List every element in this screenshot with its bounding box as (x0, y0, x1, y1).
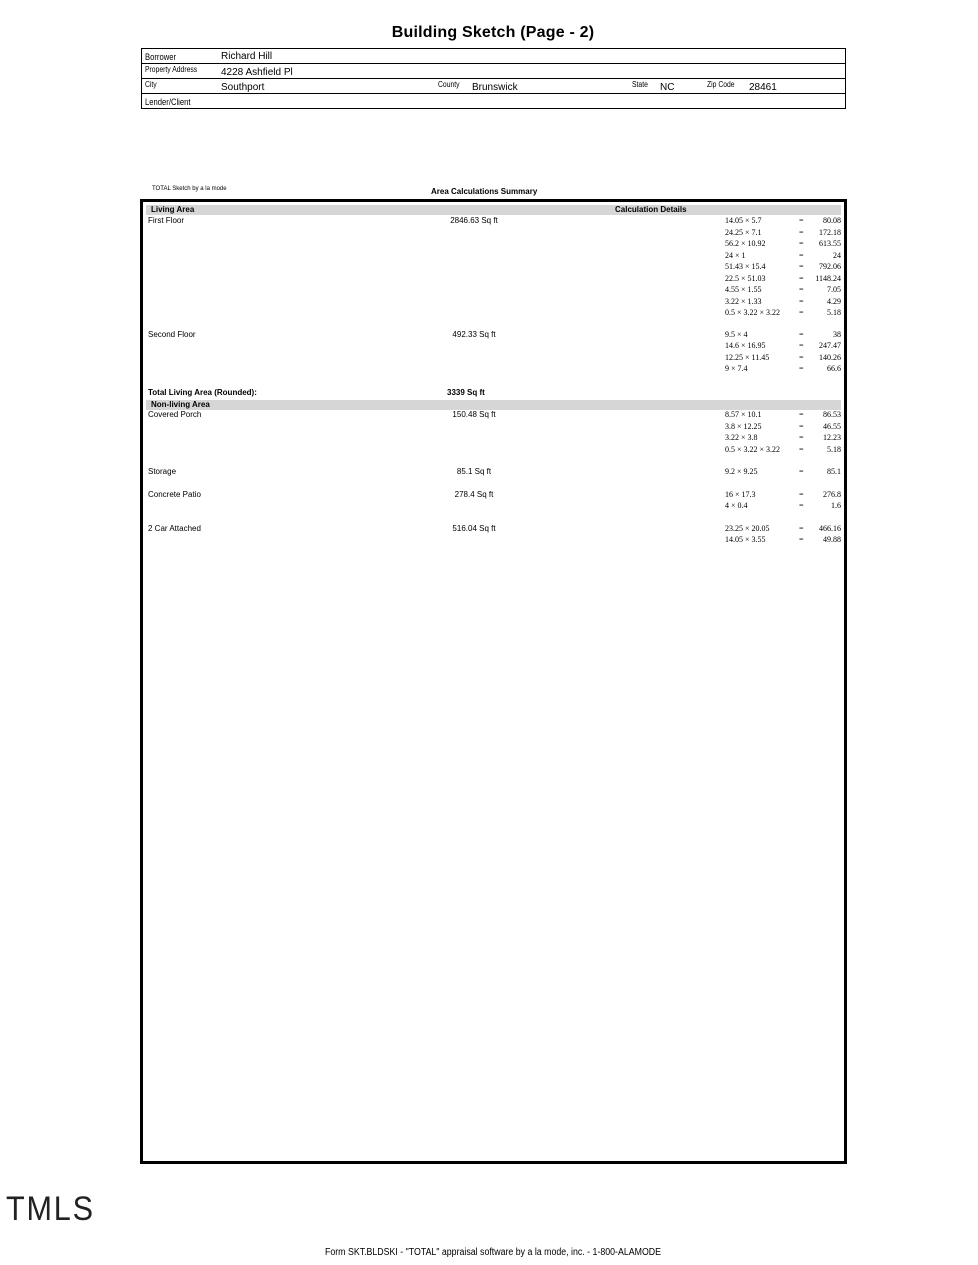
calc-equals: = (799, 285, 804, 294)
calc-result: 85.1 (827, 467, 841, 476)
area-value: 516.04 Sq ft (452, 523, 496, 533)
calc-formula: 14.05 × 5.7 (725, 216, 762, 225)
calc-formula: 9.5 × 4 (725, 329, 748, 339)
calc-formula: 9.2 × 9.25 (725, 467, 758, 476)
calc-equals: = (799, 308, 804, 317)
area-name: 2 Car Attached (148, 523, 201, 533)
area-value: 85.1 Sq ft (456, 467, 492, 476)
calc-result: 12.23 (823, 433, 841, 442)
calc-result: 38 (833, 329, 841, 339)
city-value: Southport (221, 82, 265, 93)
calc-equals: = (799, 239, 804, 248)
total-living-value: 3339 Sq ft (447, 388, 485, 397)
area-name: Second Floor (148, 329, 196, 339)
calc-formula: 9 × 7.4 (725, 364, 748, 373)
area-name: Covered Porch (148, 410, 202, 419)
calc-formula: 24.25 × 7.1 (725, 227, 762, 237)
borrower-value: Richard Hill (221, 51, 273, 62)
county-value: Brunswick (472, 82, 518, 93)
state-value: NC (660, 82, 675, 93)
area-name: Storage (148, 467, 177, 476)
calc-equals: = (799, 273, 804, 283)
calc-result: 1.6 (831, 501, 841, 510)
calc-result: 7.05 (827, 285, 841, 294)
calc-equals: = (799, 216, 804, 225)
city-row (142, 79, 845, 94)
calc-result: 4.29 (827, 296, 841, 306)
lender-label: Lender/Client (145, 97, 191, 107)
calc-equals: = (799, 444, 804, 454)
calc-equals: = (799, 421, 804, 431)
calc-result: 1148.24 (815, 273, 841, 283)
calc-result: 140.26 (819, 352, 841, 362)
calc-equals: = (799, 410, 804, 419)
property-address-value: 4228 Ashfield Pl (221, 67, 293, 78)
calc-formula: 3.8 × 12.25 (725, 421, 762, 431)
calc-equals: = (799, 467, 804, 476)
calc-formula: 24 × 1 (725, 250, 746, 260)
calc-equals: = (799, 523, 804, 533)
property-address-label: Property Address (145, 65, 198, 74)
calc-formula: 14.6 × 16.95 (725, 341, 766, 350)
borrower-row (142, 49, 845, 64)
calc-equals: = (799, 364, 804, 373)
calc-formula: 56.2 × 10.92 (725, 239, 766, 248)
calc-result: 80.08 (823, 216, 841, 225)
summary-title: Area Calculations Summary (431, 187, 538, 196)
county-label: County (438, 80, 460, 89)
calc-result: 247.47 (819, 341, 841, 350)
page-title: Building Sketch (Page - 2) (391, 24, 595, 41)
zip-label: Zip Code (707, 80, 735, 89)
calc-equals: = (799, 262, 804, 271)
calc-equals: = (799, 296, 804, 306)
tool-name: TOTAL Sketch by a la mode (152, 186, 227, 192)
calc-equals: = (799, 227, 804, 237)
address-row (142, 64, 845, 79)
calc-equals: = (799, 535, 804, 544)
calc-result: 466.16 (819, 523, 841, 533)
borrower-label: Borrower (145, 52, 177, 62)
calc-formula: 8.57 × 10.1 (725, 410, 762, 419)
area-name: First Floor (148, 216, 184, 225)
calc-formula: 22.5 × 51.03 (725, 273, 766, 283)
mls-logo: TMLS (6, 1190, 95, 1228)
area-value: 492.33 Sq ft (452, 329, 496, 339)
calc-result: 5.18 (827, 444, 841, 454)
calc-formula: 3.22 × 3.8 (725, 433, 758, 442)
calc-formula: 4.55 × 1.55 (725, 285, 762, 294)
calc-result: 46.55 (823, 421, 841, 431)
area-value: 278.4 Sq ft (454, 489, 494, 499)
area-value: 2846.63 Sq ft (450, 216, 498, 225)
calc-equals: = (799, 501, 804, 510)
calc-formula: 14.05 × 3.55 (725, 535, 766, 544)
calc-formula: 16 × 17.3 (725, 489, 756, 499)
calc-result: 276.8 (823, 489, 841, 499)
city-label: City (145, 80, 157, 89)
calc-formula: 0.5 × 3.22 × 3.22 (725, 308, 781, 317)
calc-equals: = (799, 341, 804, 350)
calc-result: 5.18 (827, 308, 841, 317)
calc-formula: 3.22 × 1.33 (725, 296, 762, 306)
calc-equals: = (799, 489, 804, 499)
total-living-label: Total Living Area (Rounded): (148, 388, 257, 397)
calc-equals: = (799, 250, 804, 260)
calc-result: 613.55 (819, 239, 841, 248)
living-area-label: Living Area (151, 205, 195, 214)
calc-equals: = (799, 329, 804, 339)
area-calculations-box (140, 199, 847, 1164)
calc-formula: 23.25 × 20.05 (725, 523, 770, 533)
lender-row (142, 94, 845, 108)
non-living-area-label: Non-living Area (151, 400, 210, 409)
living-area-band (146, 205, 841, 215)
calc-equals: = (799, 433, 804, 442)
calc-result: 49.88 (823, 535, 841, 544)
calc-formula: 12.25 × 11.45 (725, 352, 770, 362)
calc-result: 86.53 (823, 410, 841, 419)
state-label: State (632, 80, 648, 89)
calc-formula: 0.5 × 3.22 × 3.22 (725, 444, 781, 454)
zip-value: 28461 (749, 82, 777, 93)
calc-result: 792.06 (819, 262, 841, 271)
calc-formula: 4 × 0.4 (725, 501, 748, 510)
calc-result: 172.18 (819, 227, 841, 237)
area-value: 150.48 Sq ft (452, 410, 496, 419)
area-name: Concrete Patio (148, 489, 201, 499)
calc-result: 24 (833, 250, 841, 260)
calc-equals: = (799, 352, 804, 362)
non-living-area-band (146, 400, 841, 410)
property-header-table (141, 48, 846, 109)
calc-formula: 51.43 × 15.4 (725, 262, 766, 271)
form-footer: Form SKT.BLDSKI - "TOTAL" appraisal software by a la mode, inc. - 1-800-ALAMODE (324, 1247, 662, 1258)
calc-details-label: Calculation Details (615, 205, 687, 214)
calc-result: 66.6 (827, 364, 841, 373)
